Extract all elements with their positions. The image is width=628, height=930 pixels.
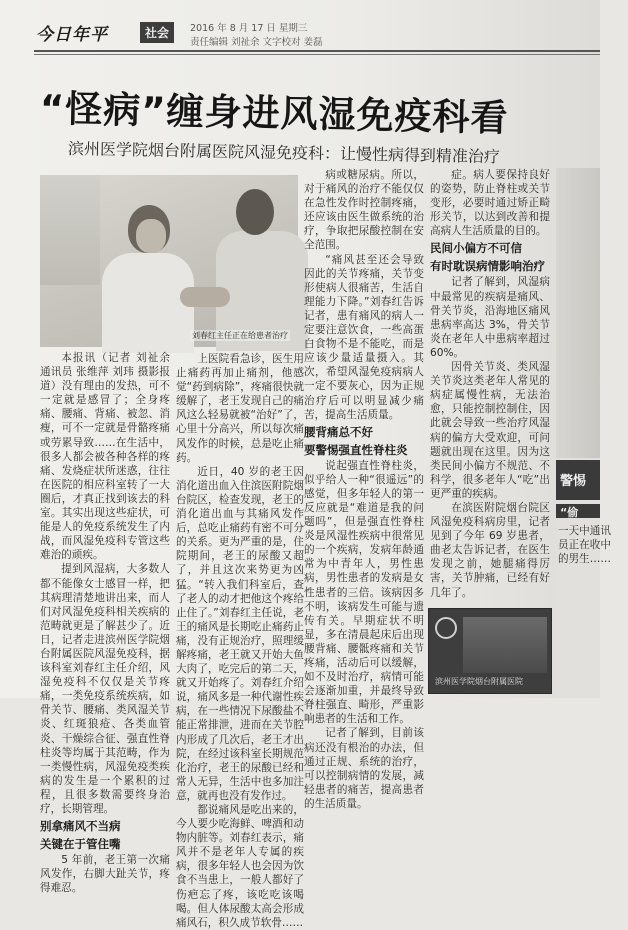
article-subhead: 滨州医学院烟台附属医院风湿免疫科：让慢性病得到精准治疗 <box>67 139 501 167</box>
strip-shadow <box>556 168 600 458</box>
article-paragraph: 提到风湿病，大多数人都不能像女士感冒一样，把其病理清楚地讲出来，而人们对风湿免疫科相关疾病的范畴就更是了解甚少了。近日，记者走进滨州医学院烟台附属医院风湿免疫科，据该科室刘春红主任介绍，风湿免疫科不仅仅是关节疼痛，一类免疫系统疾病，如骨关节、腰痛、类风湿关节炎、红斑狼疮、各类血管炎、干燥综合征、强直性脊柱炎等均属于其范畴，作为一类慢性病，风湿免疫类疾病的发生是一个累积的过程，且很多数需要终身治疗，长期管理。 <box>40 563 170 815</box>
article-column-4 <box>430 168 550 600</box>
hospital-building-image <box>463 617 547 673</box>
article-paragraph: 记者了解到，目前该病还没有根治的办法，但通过正规、系统的治疗，可以控制病情的发展，减轻患者的痛苦，提高患者的生活质量。 <box>304 727 424 810</box>
masthead-rule-thin <box>34 54 600 55</box>
article-paragraph: “痛风甚至还会导致因此的关节疼痛，关节变形使病人很痛苦，生活自理能力下降。”刘春红告诉记者，患有痛风的病人一定要注意饮食，一些高蛋白食物不是不能吃，而是应该少量适量摄入。其次，希望风湿免疫病病人一定不要灰心，因为正规治疗后可以明显减少痛苦，提高生活质量。 <box>304 253 424 421</box>
hospital-logo-icon <box>435 617 457 639</box>
photo-doctor-figure <box>102 253 194 353</box>
article-paragraph: 近日，40 岁的老王因消化道出血入住滨医附院烟台院区，检查发现，老王的消化道出血与其痛风发作后，总吃止痛药有密不可分的关系。更为严重的是，住院期间，老王的尿酸又超了，并且这次来势更为凶猛。“转入我们科室后，查了老人的动才把他这个疼给止住了。”刘春红主任说，老王的痛风是长期吃止痛药止痛，没有正规治疗，照理缓解疼痛，老王就又开始大鱼大肉了，吃完后的第二天，就又开始疼了。刘春红介绍说，痛风多是一种代谢性疾病，在一些情况下尿酸盐不能正常排泄，进而在关节腔内形成了几次后，老王才出院，在经过该科室长期规范化治疗，老王的尿酸已经和常人无异，生活中也多加注意，就再也没有发作过。 <box>176 465 304 802</box>
section-badge: 社会 <box>140 22 174 43</box>
section-subheading: 别拿痛风不当病 <box>40 819 121 834</box>
masthead-rule <box>34 50 600 52</box>
article-paragraph: 症。病人要保持良好的姿势，防止脊柱或关节变形，必要时通过矫正畸形关节，以达到改善和提高病人生活质量的目的。 <box>430 169 550 238</box>
photo-doctor-face <box>136 219 166 253</box>
section-subheading: 民间小偏方不可信 <box>430 241 522 256</box>
article-headline: “怪病”缠身进风湿免疫科看 <box>39 87 509 140</box>
masthead <box>34 18 600 48</box>
article-column-3 <box>304 168 424 810</box>
article-photo <box>40 175 298 347</box>
next-article-strip <box>556 168 611 698</box>
column-name: 今日年平 <box>36 25 108 45</box>
photo-hands <box>180 287 230 307</box>
section-subheading: 要警惕强直性脊柱炎 <box>304 442 408 457</box>
photo-caption: 刘春红主任正在给患者治疗 <box>192 331 288 340</box>
article-column-2 <box>176 352 304 929</box>
section-subheading: 有时耽误病情影响治疗 <box>430 259 545 274</box>
ad-title: 滨州医学院烟台附属医院 <box>435 677 523 686</box>
strip-subhead: “偷 <box>560 506 579 519</box>
photo-window <box>40 175 100 285</box>
date-line: 2016 年 8 月 17 日 星期三 <box>190 23 308 34</box>
article-paragraph: 记者了解到，风湿病中最常见的疾病是痛风、骨关节炎，沿海地区痛风患病率高达 3%，骨关节炎在老年人中患病率超过 60%。 <box>430 276 550 359</box>
article-paragraph: 5 年前，老王第一次痛风发作，右脚大趾关节，疼得难忍。 <box>40 854 170 895</box>
article-paragraph: 都说痛风是吃出来的，今人要少吃海鲜、啤酒和动物内脏等。刘春红表示，痛风并不是老年人专属的疾病，很多年轻人也会因为饮食不当患上，一般人都好了伤疤忘了疼，该吃吃该喝喝。但人体尿酸太高会形成痛风石，积久成节软骨…… <box>176 804 304 929</box>
article-paragraph: 上医院看急诊，医生用止痛药再加止痛剂，他感觉“药到病除”，疼痛很快就缓解了，老王发现自己的痛风这么轻易就被“治好”了，心里十分高兴，所以每次痛风发作的时候，总是吃止痛药。 <box>176 353 304 464</box>
article-paragraph: 因骨关节炎、类风湿关节炎这类老年人常见的病症属慢性病，无法治愈，只能控制控制住，因此就会导致一些治疗风湿病的偏方大受欢迎，可问题就出现在这里。因为这类民间小偏方不规范、不科学，很多老年人“吃”出更严重的疾病。 <box>430 361 550 500</box>
strip-text: 一天中通讯员正在收中的男生…… <box>558 525 611 566</box>
article-column-1 <box>40 351 170 895</box>
section-subheading: 腰背痛总不好 <box>304 424 373 439</box>
hospital-ad <box>428 608 552 694</box>
editors-line: 责任编辑 刘祉余 文字校对 姜磊 <box>190 37 323 48</box>
article-paragraph: 说起强直性脊柱炎，似乎给人一种“很遥远”的感觉，但多年轻人的第一反应就是“难道是我的问题吗”，但是强直性脊柱炎是风湿性疾病中很常见的一个疾病，发病年龄通常为中青年人，男性患病，男性患者的发病是女性患者的三倍。该病因多不明，该病发生可能与遗传有关。早期症状不明显，多在清晨起床后出现腰背痛、腰骶疼痛和关节疼痛，活动后可以缓解，如不及时治疗，病情可能会逐渐加重，并最终导致脊柱强直、畸形，严重影响患者的生活和工作。 <box>304 459 424 726</box>
article-paragraph: 本报讯（记者 刘祉余 通讯员 张维萍 刘玮 摄影报道）没有理由的发热，可不一定就是感冒了；全身疼痛、腰痛、背痛、被忽、消瘦，可不一定就是骨骼疼痛或劳累导致……在生活中，很多人都会被各种各样的疼痛、发烧症状所迷惑，往往在医院的相应科室转了一大圈后，才真正找到该去的科室。其实出现这些症状，可能是人的免疫系统发生了内战，而风湿免疫科专管这些难治的顽疾。 <box>40 352 170 562</box>
article-paragraph: 病或糖尿病。所以，对于痛风的治疗不能仅仅在急性发作时控制疼痛，还应该由医生做系统的治疗，争取把尿酸控制在安全范围。 <box>304 169 424 252</box>
section-subheading: 关键在于管住嘴 <box>40 837 121 852</box>
article-paragraph: 在滨医附院烟台院区风湿免疫科病房里，记者见到了今年 69 岁患者，曲老太告诉记者，在医生发现之前，她腿痛得厉害，关节肿痛，已经有好几年了。 <box>430 501 550 599</box>
photo-patient-head <box>236 189 274 235</box>
strip-headline: 警惕 <box>560 474 587 489</box>
